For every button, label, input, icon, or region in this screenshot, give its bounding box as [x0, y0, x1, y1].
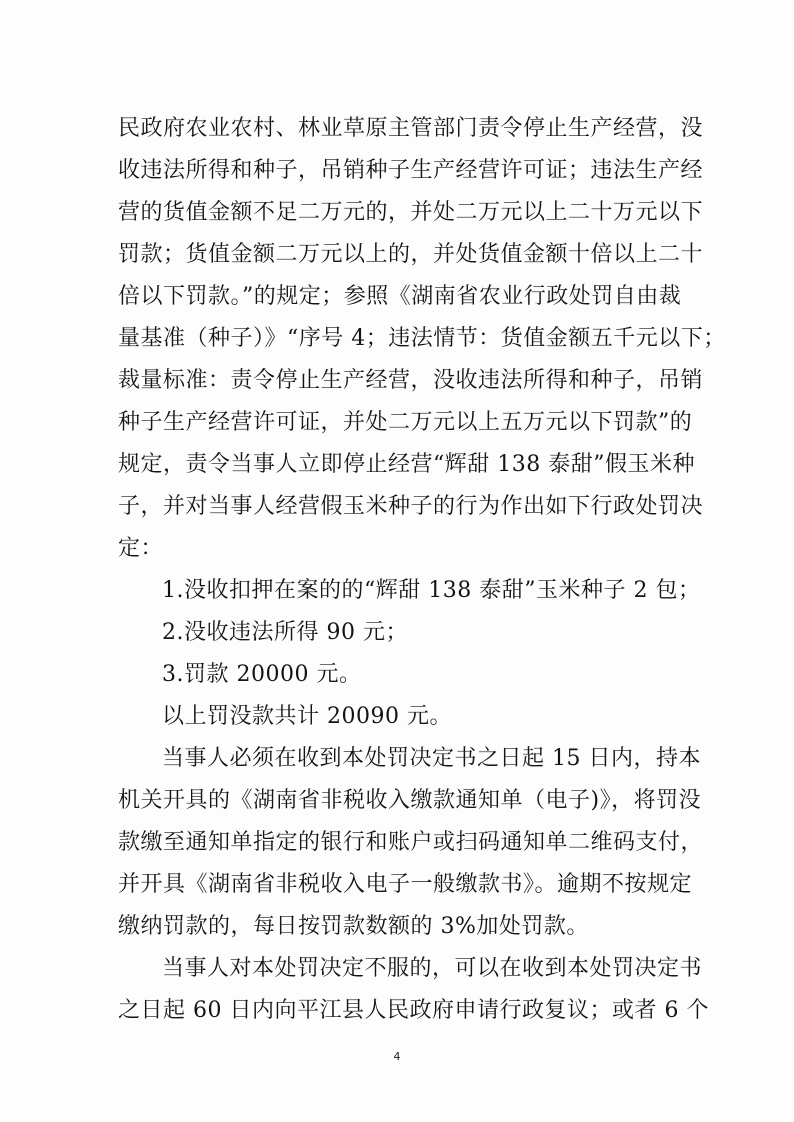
text-line: 罚款；货值金额二万元以上的，并处货值金额十倍以上二十	[118, 242, 704, 267]
text-line: 子，并对当事人经营假玉米种子的行为作出如下行政处罚决	[118, 494, 704, 519]
text-line: 量基准（种子）》“序号 4；违法情节：货值金额五千元以下；	[118, 326, 726, 351]
text-line: 规定，责令当事人立即停止经营“辉甜 138 泰甜”假玉米种	[118, 452, 695, 477]
payment-paragraph-line: 款缴至通知单指定的银行和账户或扫码通知单二维码支付，	[118, 830, 704, 855]
penalty-item-2: 2.没收违法所得 90 元；	[162, 620, 408, 645]
text-line: 民政府农业农村、林业草原主管部门责令停止生产经营，没	[118, 116, 704, 141]
penalty-total: 以上罚没款共计 20090 元。	[162, 704, 452, 729]
payment-paragraph-line: 缴纳罚款的，每日按罚款数额的 3%加处罚款。	[118, 914, 589, 939]
document-body	[118, 108, 726, 1032]
page-number: 4	[393, 1050, 401, 1063]
text-line: 收违法所得和种子，吊销种子生产经营许可证；违法生产经	[118, 158, 704, 183]
appeal-paragraph-line: 当事人对本处罚决定不服的，可以在收到本处罚决定书	[162, 956, 703, 981]
payment-paragraph-line: 当事人必须在收到本处罚决定书之日起 15 日内，持本	[162, 746, 701, 771]
appeal-paragraph-line: 之日起 60 日内向平江县人民政府申请行政复议；或者 6 个	[118, 998, 709, 1023]
text-line: 营的货值金额不足二万元的，并处二万元以上二十万元以下	[118, 200, 704, 225]
text-line: 倍以下罚款。”的规定；参照《湖南省农业行政处罚自由裁	[118, 284, 682, 309]
payment-paragraph-line: 并开具《湖南省非税收入电子一般缴款书》。逾期不按规定	[118, 872, 693, 897]
penalty-item-3: 3.罚款 20000 元。	[162, 662, 362, 687]
penalty-item-1: 1.没收扣押在案的的“辉甜 138 泰甜”玉米种子 2 包；	[162, 578, 701, 603]
text-line: 种子生产经营许可证，并处二万元以上五万元以下罚款”的	[118, 410, 693, 435]
text-line: 定：	[118, 536, 164, 561]
payment-paragraph-line: 机关开具的《湖南省非税收入缴款通知单（电子)》，将罚没	[118, 788, 702, 813]
text-line: 裁量标准：责令停止生产经营，没收违法所得和种子，吊销	[118, 368, 704, 393]
